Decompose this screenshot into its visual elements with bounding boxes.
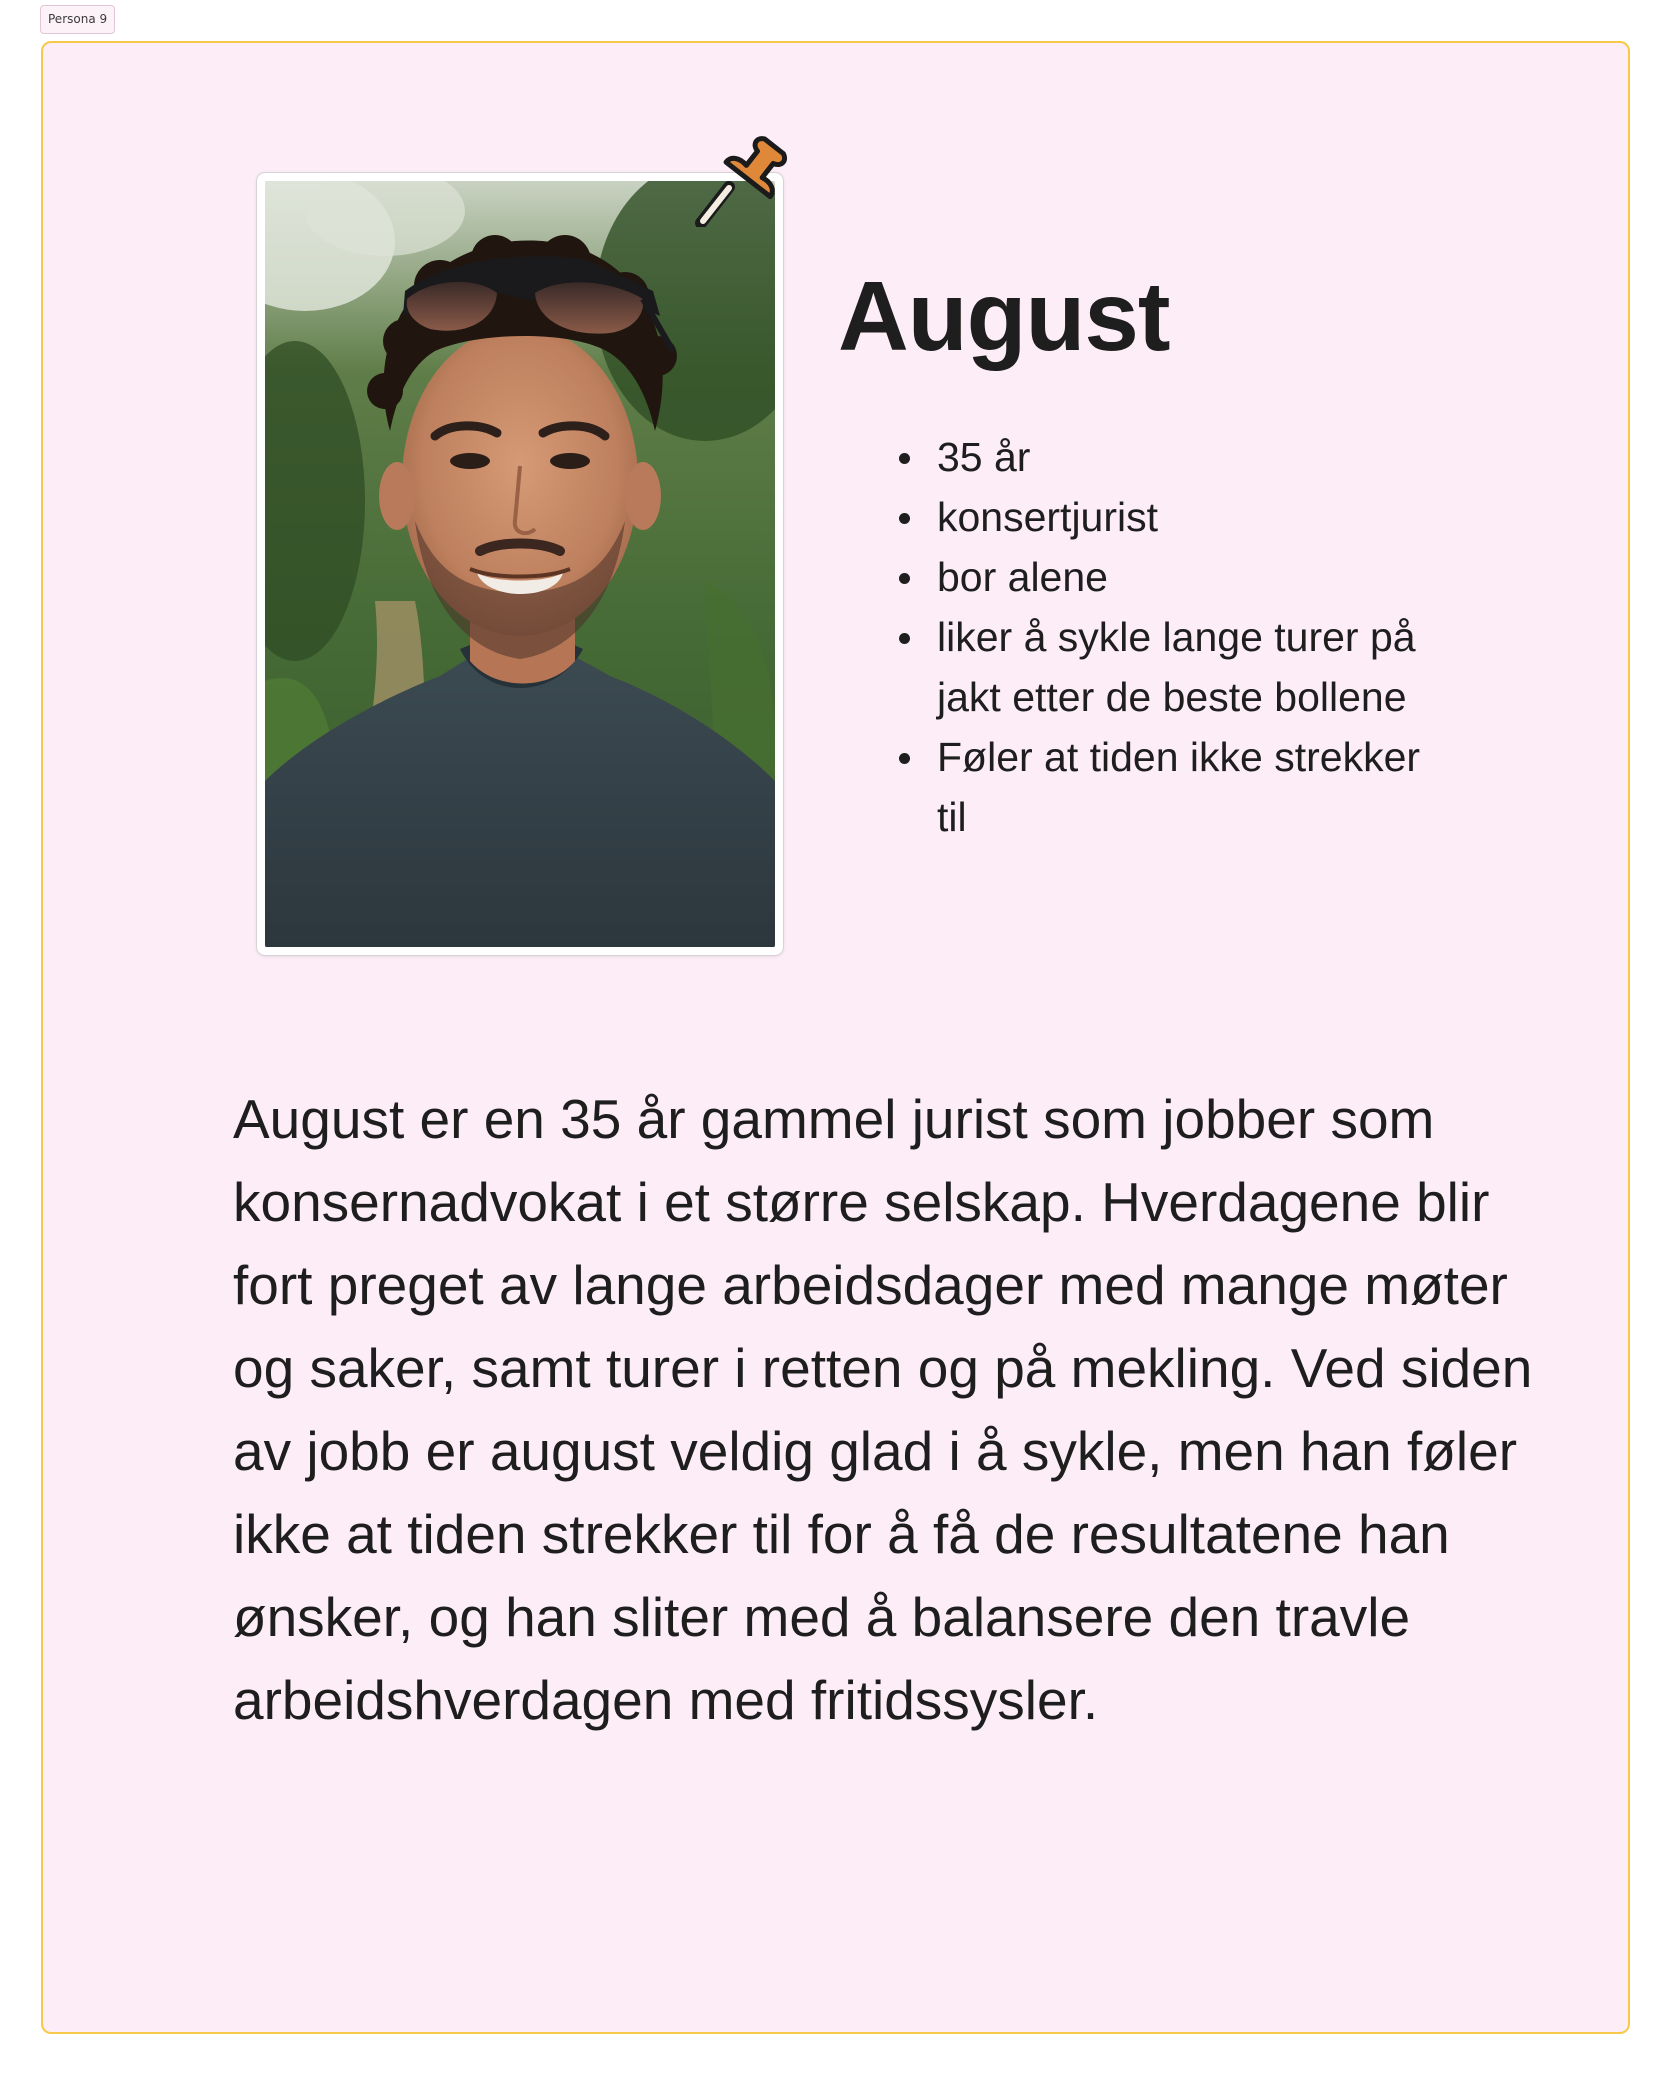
fact-feeling: Føler at tiden ikke strekker til — [879, 727, 1439, 847]
persona-card — [41, 41, 1630, 2034]
persona-name: August — [838, 261, 1170, 371]
pushpin-icon — [693, 131, 789, 227]
frame-label[interactable]: Persona 9 — [40, 5, 115, 34]
fact-hobby: liker å sykle lange turer på jakt etter de beste bollene — [879, 607, 1439, 727]
fact-living: bor alene — [879, 547, 1439, 607]
persona-bio: August er en 35 år gammel jurist som jobber som konsernadvokat i et større selskap. Hverdagene blir fort preget av lange arbeidsdager med mange møter og saker, samt turer i retten og på mekling. Ved siden av jobb er august veldig glad i å sykle, men han føler ikke at tiden strekker til for å få de resultatene han ønsker, og han sliter med å balansere den travle arbeidshverdagen med fritidssysler. — [233, 1088, 1533, 1731]
persona-photo — [265, 181, 775, 947]
fact-occupation: konsertjurist — [879, 487, 1439, 547]
fact-age: 35 år — [879, 427, 1439, 487]
persona-photo-frame — [256, 172, 784, 956]
persona-facts — [879, 427, 1439, 847]
